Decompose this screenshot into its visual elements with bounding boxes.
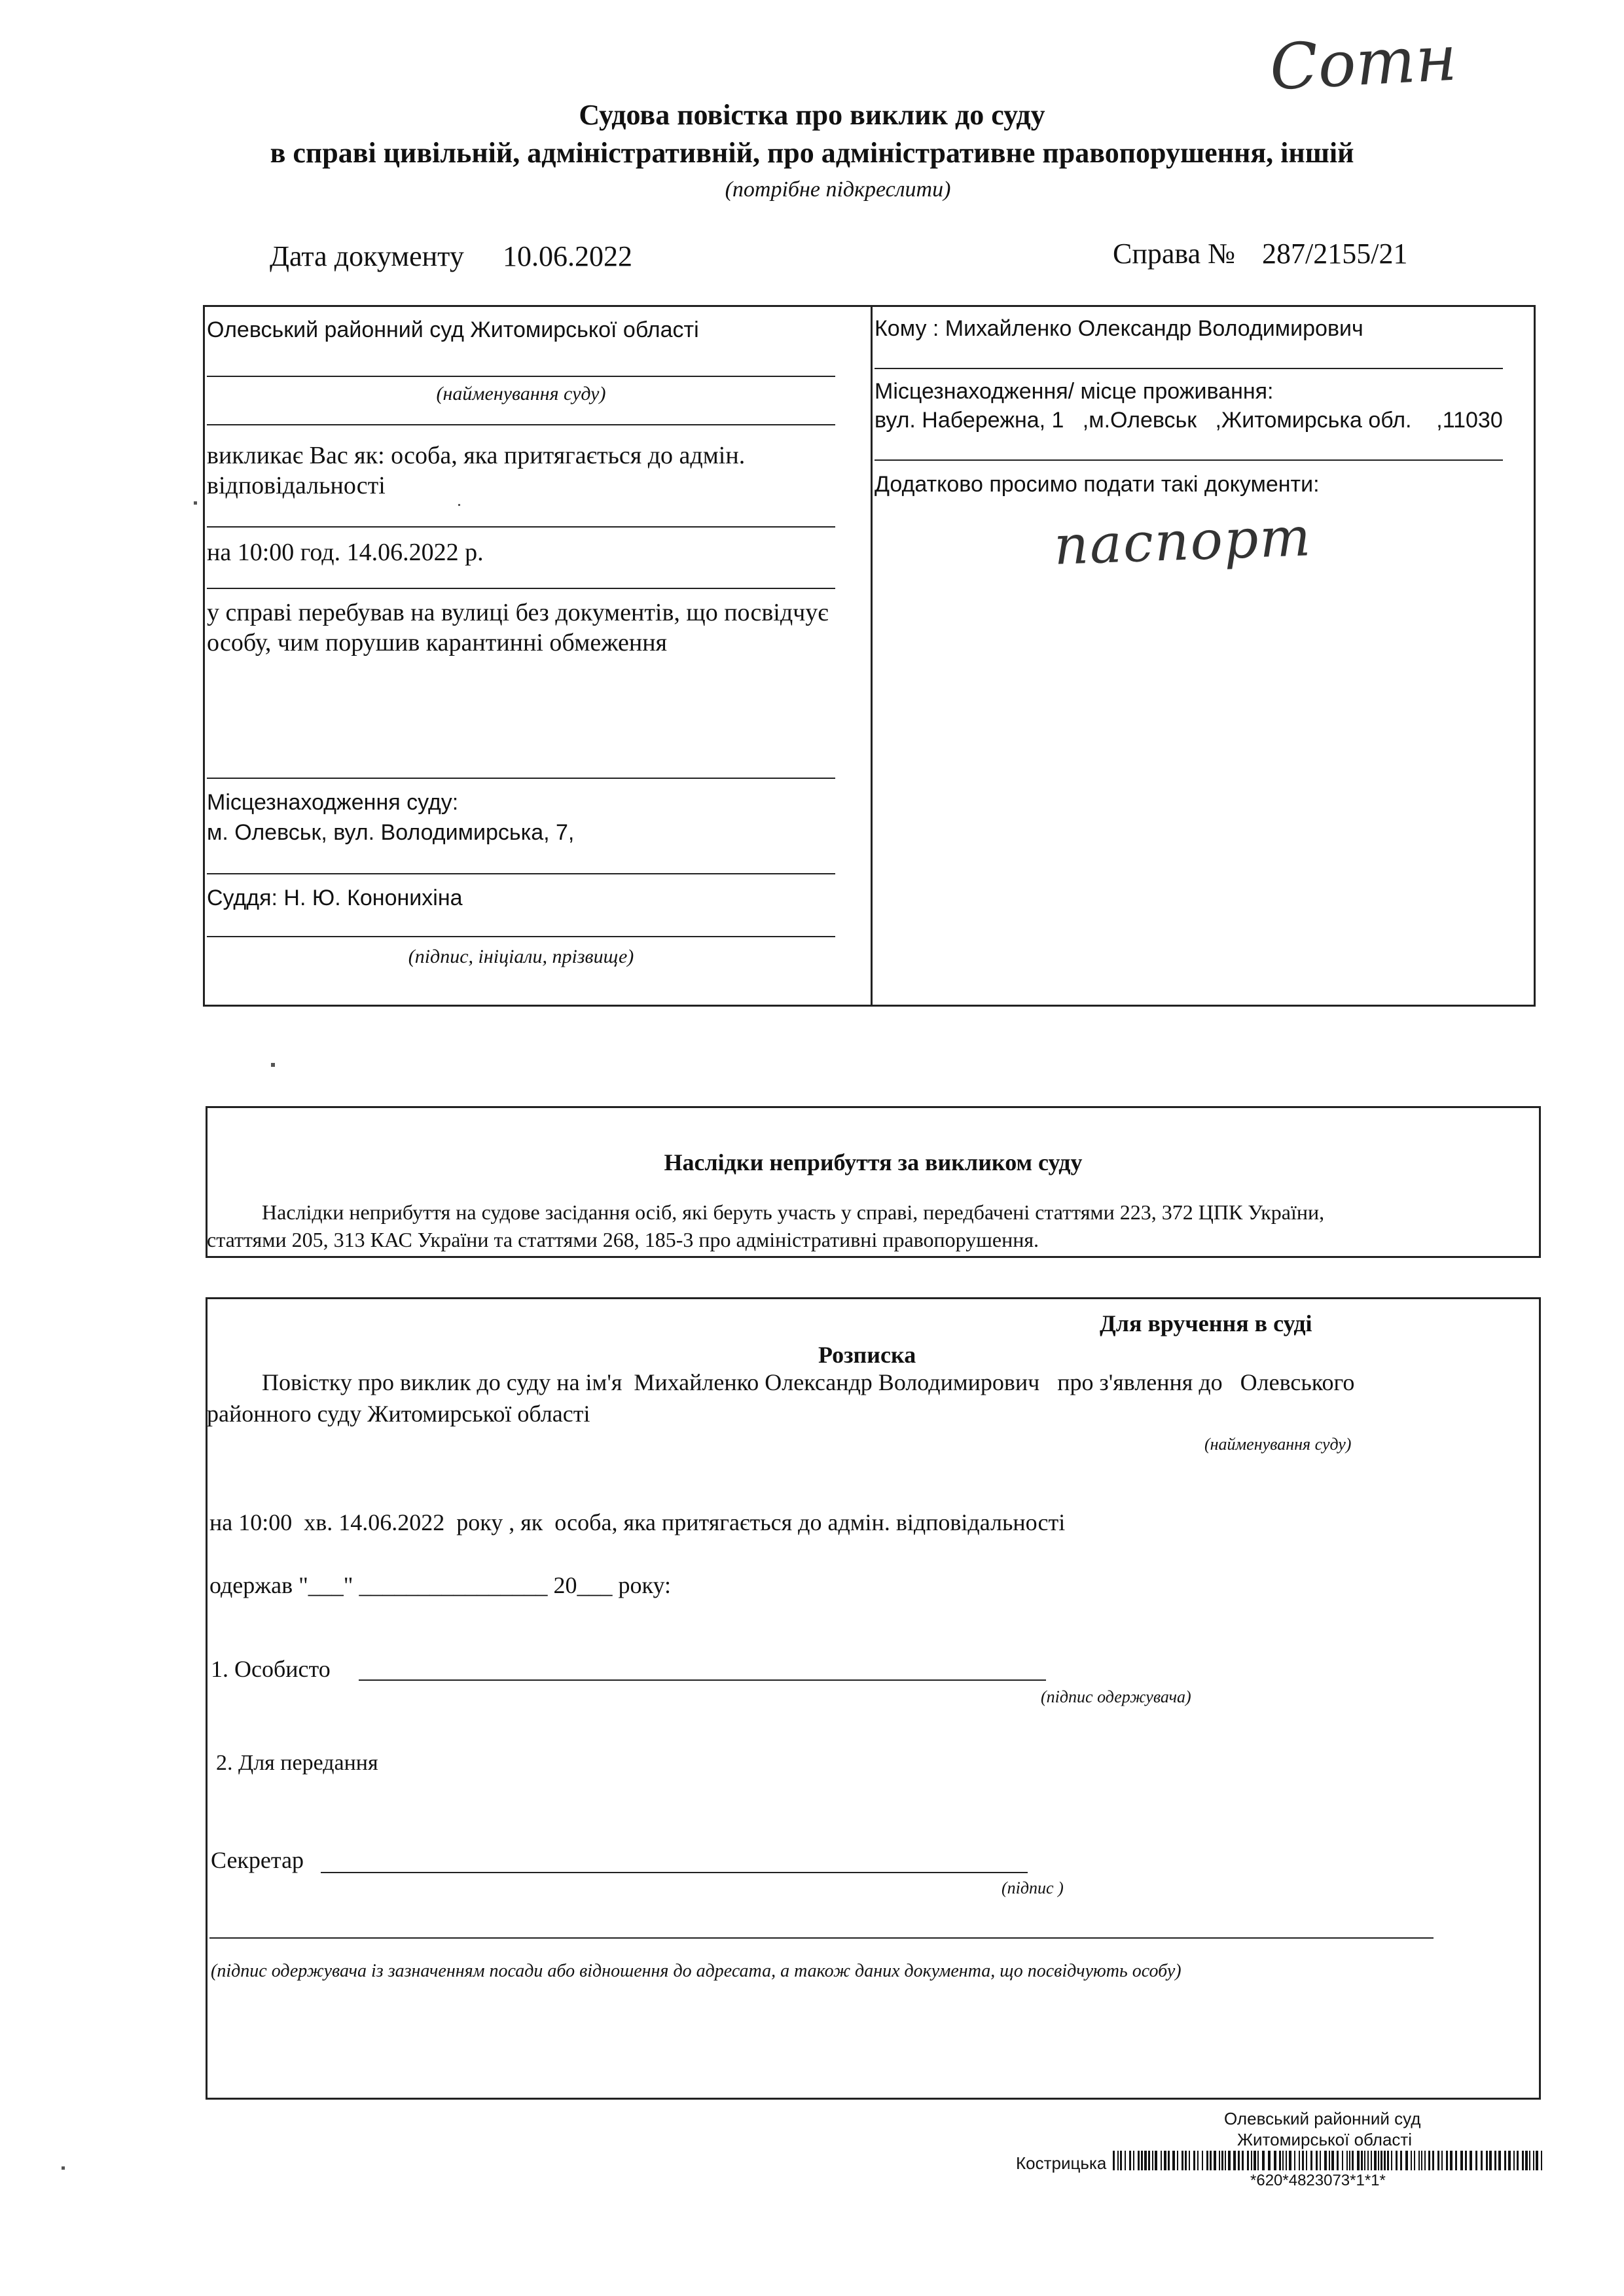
barcode-bar [1279,2151,1281,2170]
personally-label: 1. Особисто [211,1656,331,1682]
barcode-bar [1324,2151,1327,2170]
secretary-label: Секретар [211,1847,304,1873]
barcode-bar [1247,2151,1249,2170]
extra-documents-label: Додатково просимо подати такі документи: [875,472,1320,497]
barcode-bar [1189,2151,1190,2170]
case-description-cont: особу, чим порушив карантинні обмеження [207,629,668,656]
barcode-bar [1125,2151,1126,2170]
stamp-court-line1: Олевський районний суд [1224,2109,1421,2128]
barcode-bar [1455,2151,1457,2170]
barcode-bar [1185,2151,1187,2170]
barcode-bar [1470,2151,1472,2170]
barcode-bar [1396,2151,1398,2170]
barcode-bar [1513,2151,1515,2170]
barcode-bar [1533,2151,1534,2170]
barcode-bar [1357,2151,1360,2170]
barcode-bar [1302,2151,1304,2170]
barcode-bar [1316,2151,1318,2170]
case-description: у справі перебував на вулиці без документів, що посвідчує [207,599,829,626]
barcode-bar [1310,2151,1312,2170]
barcode-bar [1251,2151,1252,2170]
barcode-bar [1299,2151,1300,2170]
barcode-bar [1391,2151,1392,2170]
barcode-bar [1182,2151,1183,2170]
barcode-bar [1193,2151,1195,2170]
barcode-bar [1522,2151,1524,2170]
barcode-bar [1529,2151,1530,2170]
barcode-bar [1450,2151,1453,2170]
barcode-bar [1257,2151,1259,2170]
barcode-bar [1349,2151,1350,2170]
barcode-bar [1133,2151,1134,2170]
barcode-bar [1421,2151,1422,2170]
barcode-bar [1494,2151,1496,2170]
barcode-bar [1400,2151,1402,2170]
barcode-bar [1405,2151,1408,2170]
summons-as: викликає Вас як: особа, яка притягається до адмін. [207,442,746,469]
judge-caption: (підпис, ініціали, прізвище) [408,946,634,967]
barcode-bar [1378,2151,1379,2170]
barcode-bar [1541,2151,1542,2170]
receipt-time-line: на 10:00 хв. 14.06.2022 року , як особа, яка притягається до адмін. відповідальності [209,1509,1066,1535]
table-divider [871,305,873,1007]
barcode-bar [1219,2151,1220,2170]
barcode-bar [1282,2151,1284,2170]
barcode-bar [1380,2151,1382,2170]
receipt-court-caption: (найменування суду) [1204,1435,1352,1454]
court-location: м. Олевськ, вул. Володимирська, 7, [207,820,575,845]
barcode-bar [1432,2151,1434,2170]
doc-date: 10.06.2022 [503,240,632,272]
barcode-bar [1424,2151,1426,2170]
barcode-bar [1120,2151,1122,2170]
consequences-text: Наслідки неприбуття на судове засідання осіб, які беруть участь у справі, передбачені статтями 223, 372 ЦПК України, [262,1200,1325,1224]
case-number: 287/2155/21 [1262,238,1408,270]
court-name: Олевський районний суд Житомирської області [207,317,699,342]
handwritten-note: Cотн [1268,21,1459,105]
barcode-bar [1289,2151,1291,2170]
received-date-line: одержав "___" ________________ 20___ року: [209,1572,672,1598]
barcode-bar [1517,2151,1519,2170]
barcode-bar [1221,2151,1223,2170]
consequences-text-cont: статтями 205, 313 КАС України та статтями 268, 185-3 про адміністративні правопорушення. [207,1228,1039,1251]
barcode-bar [1306,2151,1307,2170]
consequences-title: Наслідки неприбуття за викликом суду [664,1149,1083,1175]
barcode-bar [1525,2151,1528,2170]
barcode-bar [1138,2151,1140,2170]
barcode-bar [1465,2151,1467,2170]
barcode-bar [1367,2151,1369,2170]
barcode-bar [1331,2151,1334,2170]
barcode-bar [1228,2151,1231,2170]
clerk-name: Кострицька [1016,2153,1107,2173]
barcode-bar [1152,2151,1153,2170]
summons-as-cont: відповідальності [207,472,386,499]
page-subtitle: в справі цивільній, адміністративній, про адміністративне правопорушення, іншій [270,137,1354,169]
barcode-bar [1498,2151,1501,2170]
doc-date-label: Дата документу [270,240,464,272]
barcode-text: *620*4823073*1*1* [1250,2172,1386,2189]
barcode-bar [1489,2151,1492,2170]
hearing-time: на 10:00 год. 14.06.2022 р. [207,539,484,566]
barcode-bar [1342,2151,1343,2170]
barcode-bar [1262,2151,1265,2170]
court-name-caption: (найменування суду) [436,383,606,404]
bottom-signature-caption: (підпис одержувача із зазначенням посади або відношення до адресата, а також даних документа, що посвідчують особу) [211,1961,1182,1981]
residence-label: Місцезнаходження/ місце проживання: [875,379,1274,404]
residence-address: вул. Набережна, 1 ,м.Олевськ ,Житомирська обл. ,11030 [875,408,1503,433]
barcode-bar [1329,2151,1330,2170]
barcode-bar [1352,2151,1354,2170]
barcode-bar [1411,2151,1412,2170]
barcode-bar [1428,2151,1430,2170]
barcode-bar [1504,2151,1506,2170]
receipt-title: Розписка [818,1342,916,1368]
barcode-bar [1364,2151,1365,2170]
barcode-bar [1446,2151,1448,2170]
barcode-bar [1371,2151,1372,2170]
barcode-bar [1164,2151,1166,2170]
barcode-bar [1168,2151,1170,2170]
barcode-bar [1346,2151,1348,2170]
stamp-court-line2: Житомирської області [1237,2130,1413,2149]
barcode-bar [1161,2151,1162,2170]
barcode-bar [1233,2151,1236,2170]
case-number-label: Справа № [1113,238,1236,270]
barcode-bar [1144,2151,1147,2170]
barcode-bar [1214,2151,1216,2170]
barcode-bar [1437,2151,1439,2170]
barcode-bar [1172,2151,1175,2170]
barcode-bar [1374,2151,1377,2170]
barcode-bar [1320,2151,1321,2170]
for-delivery-label: Для вручення в суді [1100,1310,1312,1336]
barcode-bar [1337,2151,1339,2170]
barcode-bar [1242,2151,1244,2170]
receipt-text: Повістку про виклик до суду на ім'я Михайленко Олександр Володимирович про з'явлення до Олевського [262,1369,1355,1395]
barcode-bar [1141,2151,1143,2170]
recipient: Кому : Михайленко Олександр Володимирович [875,316,1363,341]
barcode-bar [1129,2151,1131,2170]
barcode-bar [1202,2151,1203,2170]
judge: Суддя: Н. Ю. Кононихіна [207,886,463,910]
barcode-bar [1441,2151,1443,2170]
barcode-bar [1460,2151,1463,2170]
barcode-bar [1210,2151,1212,2170]
barcode-bar [1414,2151,1415,2170]
barcode-bar [1384,2151,1386,2170]
barcode-bar [1238,2151,1240,2170]
barcode-bar [1508,2151,1511,2170]
for-transfer-label: 2. Для передання [216,1751,378,1775]
signature-caption: (підпис ) [1001,1878,1064,1897]
barcode-bar [1254,2151,1256,2170]
barcode-bar [1294,2151,1295,2170]
barcode-bar [1206,2151,1208,2170]
barcode-bar [1197,2151,1199,2170]
barcode-bar [1148,2151,1150,2170]
barcode-bar [1177,2151,1178,2170]
barcode-bar [1536,2151,1538,2170]
barcode-bar [1481,2151,1483,2170]
barcode-bar [1475,2151,1477,2170]
court-location-label: Місцезнаходження суду: [207,790,459,815]
handwritten-documents: паспорт [1053,506,1313,577]
barcode-bar [1117,2151,1119,2170]
barcode-bar [1418,2151,1420,2170]
barcode-bar [1387,2151,1389,2170]
barcode [1113,2151,1545,2173]
barcode-bar [1155,2151,1157,2170]
barcode-bar [1274,2151,1276,2170]
barcode-bar [1361,2151,1363,2170]
barcode-bar [1286,2151,1287,2170]
receipt-text-cont: районного суду Житомирської області [207,1401,590,1427]
page-title: Судова повістка про виклик до суду [579,99,1045,131]
barcode-bar [1486,2151,1488,2170]
barcode-bar [1113,2151,1115,2170]
recipient-signature-caption: (підпис одержувача) [1041,1687,1191,1706]
underline-note: (потрібне підкреслити) [725,177,951,202]
barcode-bar [1225,2151,1226,2170]
barcode-bar [1268,2151,1271,2170]
